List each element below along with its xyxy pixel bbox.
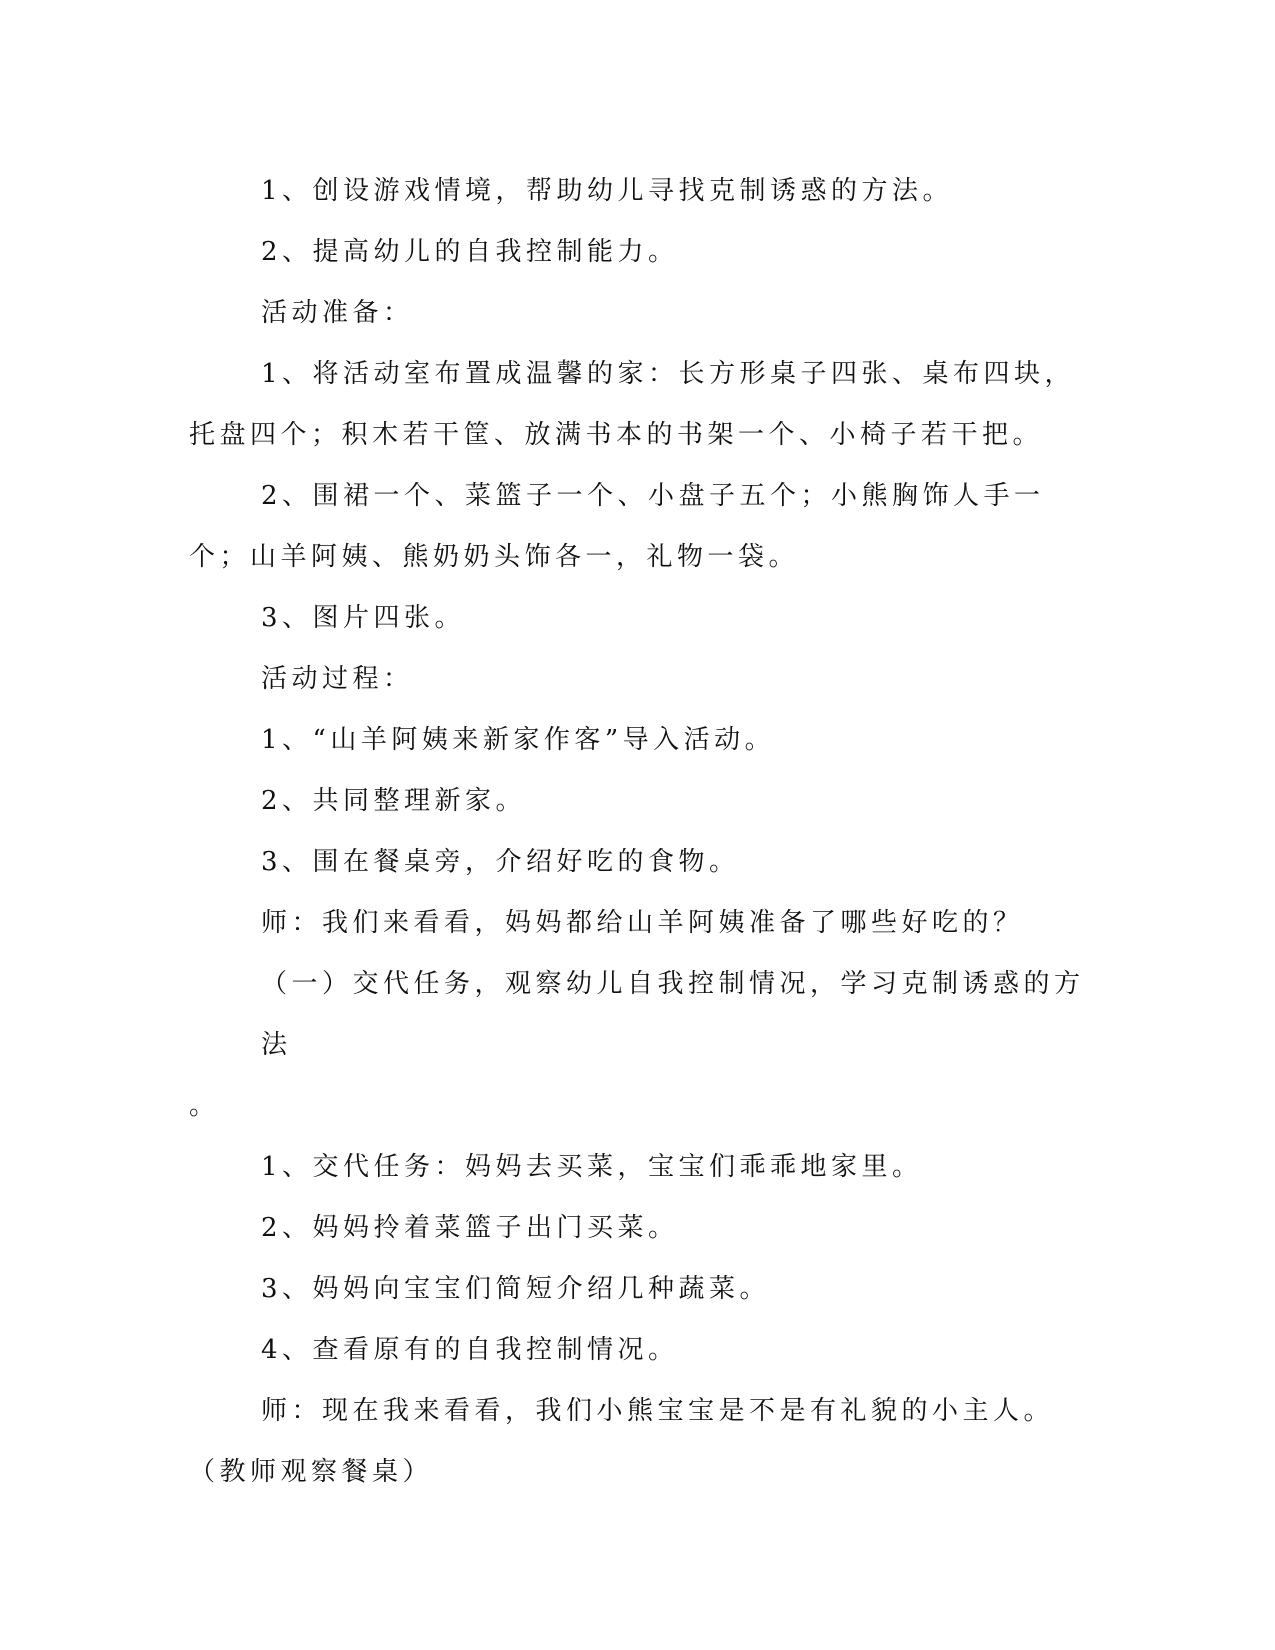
paragraph-task-2: 2、妈妈拎着菜篮子出门买菜。 [261,1213,679,1243]
paragraph-teacher-2: 师：现在我来看看，我们小熊宝宝是不是有礼貌的小主人。（教师观察餐桌） [189,1396,1055,1487]
document-body [189,161,1089,1503]
paragraph-prep-2: 2、围裙一个、菜篮子一个、小盘子五个；小熊胸饰人手一个；山羊阿姨、熊奶奶头饰各一，礼物一袋。 [189,481,1045,572]
paragraph-task-1: 1、交代任务：妈妈去买菜，宝宝们乖乖地家里。 [261,1152,923,1182]
paragraph-task-4: 4、查看原有的自我控制情况。 [261,1335,679,1365]
paragraph-process-2: 2、共同整理新家。 [261,786,527,816]
paragraph-task-3: 3、妈妈向宝宝们简短介绍几种蔬菜。 [261,1274,771,1304]
heading-process: 活动过程： [261,664,414,694]
paragraph-process-3: 3、围在餐桌旁，介绍好吃的食物。 [261,847,740,877]
section-heading-line-2: 。 [189,1091,220,1121]
paragraph-teacher-1: 师：我们来看看，妈妈都给山羊阿姨准备了哪些好吃的？ [261,908,1024,938]
paragraph-prep-3: 3、图片四张。 [261,603,466,633]
section-heading-1 [189,954,1089,1137]
paragraph-goal-1: 1、创设游戏情境，帮助幼儿寻找克制诱惑的方法。 [261,176,954,206]
paragraph-process-1: 1、“山羊阿姨来新家作客”导入活动。 [261,725,776,755]
paragraph-prep-1: 1、将活动室布置成温馨的家：长方形桌子四张、桌布四块，托盘四个；积木若干筐、放满书本的书架一个、小椅子若干把。 [189,359,1076,450]
heading-preparation: 活动准备： [261,298,414,328]
paragraph-goal-2: 2、提高幼儿的自我控制能力。 [261,237,679,267]
section-heading-line-1: （一）交代任务，观察幼儿自我控制情况，学习克制诱惑的方法 [261,969,1085,1060]
